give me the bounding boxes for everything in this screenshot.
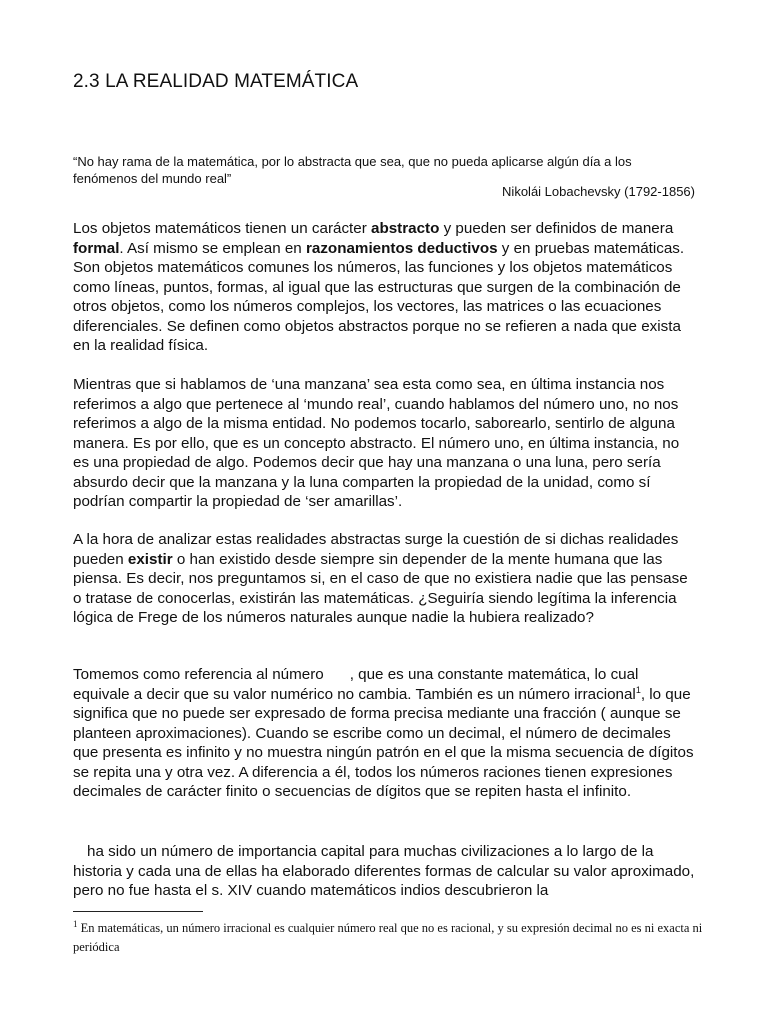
epigraph-author: Nikolái Lobachevsky (1792-1856) <box>502 184 695 199</box>
p1-text-4: y en pruebas matemáticas. Son objetos matemáticos comunes los números, las funciones y los objetos matemáticos como líneas, puntos, formas, al igual que las estructuras que surgen de la combinación de otros objetos, como los números complejos, los vectores, las matrices o las ecuaciones diferenciales. Se definen como objetos abstractos porque no se refieren a nada que exista en la realidad física. <box>73 239 685 354</box>
p3-bold-existir: existir <box>127 550 173 568</box>
p1-bold-razonamientos: razonamientos deductivos <box>305 239 498 257</box>
footnote <box>73 919 703 957</box>
paragraph-3 <box>73 530 697 628</box>
p1-bold-formal: formal <box>73 239 120 257</box>
paragraph-4 <box>73 665 697 802</box>
paragraph-1 <box>73 219 697 356</box>
footnote-marker: 1 <box>73 918 78 929</box>
p1-text-1: Los objetos matemáticos tienen un carácter <box>73 220 372 237</box>
epigraph-quote: “No hay rama de la matemática, por lo abstracta que sea, que no pueda aplicarse algún día a los fenómenos del mundo real” <box>73 154 632 186</box>
footnote-divider <box>73 911 203 912</box>
p1-bold-abstracto: abstracto <box>371 220 440 237</box>
section-heading: 2.3 LA REALIDAD MATEMÁTICA <box>73 71 359 92</box>
p3-text-2: o han existido desde siempre sin depender de la mente humana que las piensa. Es decir, nos preguntamos si, en el caso de que no existiera nadie que las pensase o tratase de conocerlas, existirán las matemáticas. ¿Seguiría siendo legítima la inferencia lógica de Frege de los números naturales aunque nadie la hubiera realizado? <box>73 550 688 626</box>
p5-text: ha sido un número de importancia capital para muchas civilizaciones a lo largo de la historia y cada una de ellas ha elaborado diferentes formas de calcular su valor aproximado, pero no fue hasta el s. XIV cuando matemáticos indios descubrieron la <box>73 843 695 899</box>
p4-text-3: , lo que significa que no puede ser expresado de forma precisa mediante una fracción ( aunque se planteen aproximaciones). Cuando se escribe como un decimal, el número de decimales que presenta es infinito y no muestra ningún patrón en el que la misma secuencia de dígitos se repita una y otra vez. A diferencia a él, todos los números raciones tienen expresiones decimales de carácter finito o secuencias de dígitos que se repiten hasta el infinito. <box>73 685 694 800</box>
paragraph-5 <box>73 842 697 901</box>
p4-text-2: , que es una constante matemática, lo cual equivale a decir que su valor numérico no cambia. También es un número irracional <box>73 666 639 703</box>
p3-text-1: A la hora de analizar estas realidades abstractas surge la cuestión de si dichas realidades pueden <box>73 531 679 568</box>
p1-text-2: y pueden ser definidos de manera <box>439 220 674 237</box>
p1-text-3: . Así mismo se emplean en <box>119 239 306 257</box>
paragraph-2: Mientras que si hablamos de ‘una manzana’ sea esta como sea, en última instancia nos referimos a algo que pertenece al ‘mundo real’, cuando hablamos del número uno, no nos referimos a algo de la misma entidad. No podemos tocarlo, saborearlo, sentirlo de alguna manera. Es por ello, que es un concepto abstracto. El número uno, en última instancia, no es una propiedad de algo. Podemos decir que hay una manzana o una luna, pero sería absurdo decir que la manzana y la luna comparten la propiedad de la unidad, como sí podrían compartir la propiedad de ‘ser amarillas’. <box>73 376 680 510</box>
footnote-reference[interactable]: 1 <box>635 684 641 695</box>
p4-text-1: Tomemos como referencia al número <box>73 666 324 683</box>
footnote-text: En matemáticas, un número irracional es cualquier número real que no es racional, y su expresión decimal no es ni exacta ni periódica <box>73 921 703 954</box>
